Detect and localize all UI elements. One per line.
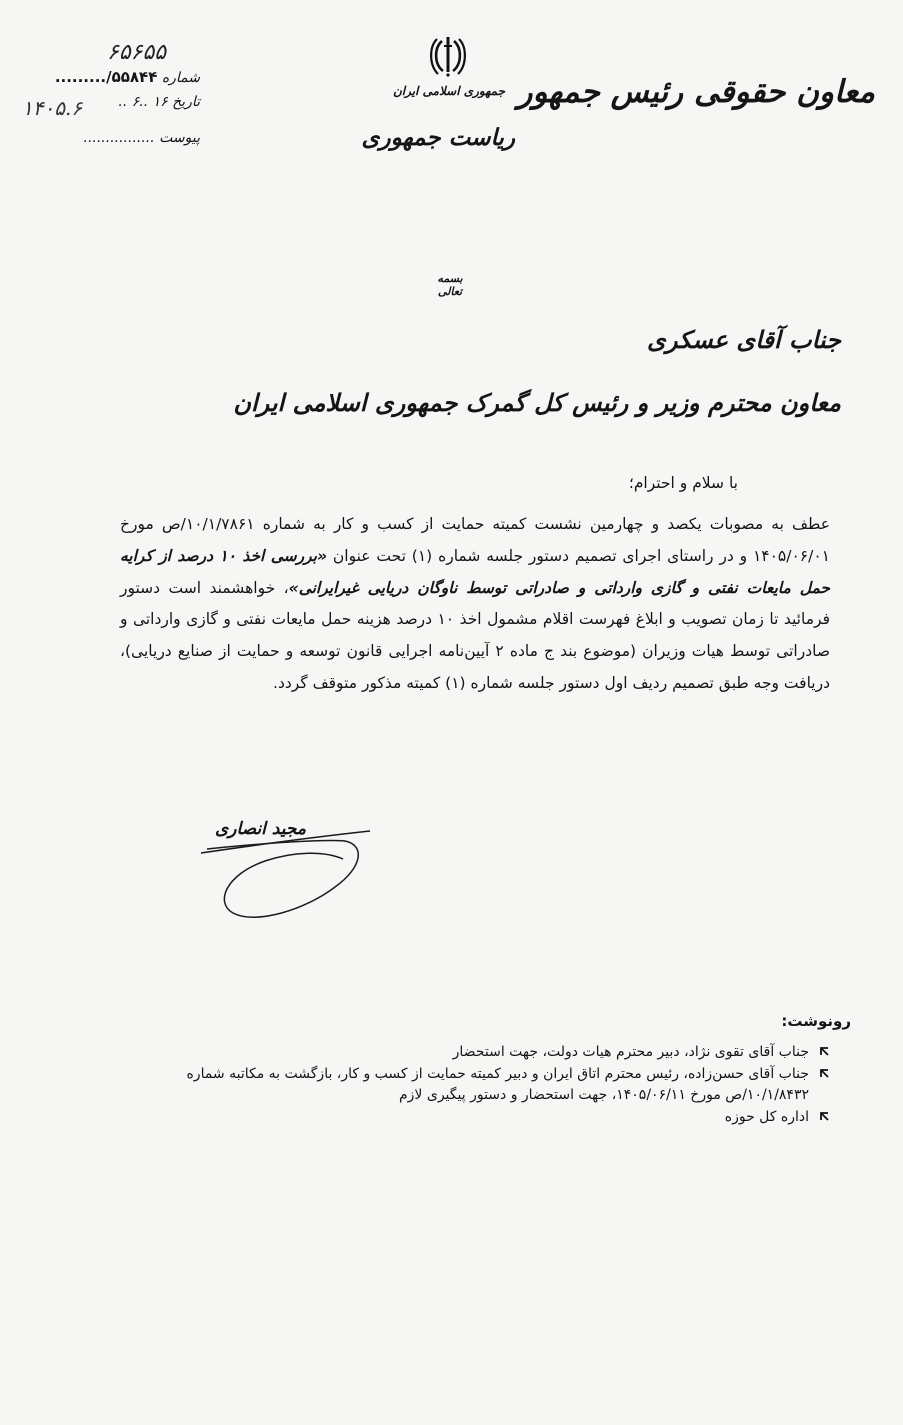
cc-item xyxy=(131,1042,831,1064)
cc-list xyxy=(131,1042,831,1128)
cc-item-text: جناب آقای حسن‌زاده، رئیس محترم اتاق ایران و دبیر کمیته حمایت از کسب و کار، بازگشت به مکاتبه شماره ۱۰/۱/۸۴۳۲/ص مورخ ۱۴۰۵/۰۶/۱۱، جهت استحضار و دستور پیگیری لازم xyxy=(186,1065,809,1103)
office-title: معاون حقوقی رئیس جمهور xyxy=(517,74,875,110)
signature-scribble-icon xyxy=(195,815,385,935)
cc-title: رونوشت: xyxy=(781,1012,851,1030)
date-label: تاریخ xyxy=(172,94,200,110)
salutation: با سلام و احترام؛ xyxy=(628,474,738,492)
cc-item-text: جناب آقای تقوی نژاد، دبیر محترم هیات دولت، جهت استحضار xyxy=(452,1044,809,1060)
attachment-label: پیوست xyxy=(159,130,200,146)
body-part-1: عطف به مصوبات یکصد و چهارمین نشست کمیته حمایت از کسب و کار به شماره ۱۰/۱/۷۸۶۱/ص مورخ ۱۴۰۵/۰۶/۰۱ و در راستای اجرای تصمیم دستور جلسه شماره (۱) تحت عنوان xyxy=(120,515,830,565)
cc-item xyxy=(131,1107,831,1129)
bismillah: بسمه تعالی xyxy=(437,272,463,298)
body-bold-title: «بررسی اخذ ۱۰ درصد از کرایه حمل مایعات نفتی و گازی وارداتی و صادراتی توسط ناوگان دریایی غیرایرانی» xyxy=(120,546,831,597)
cc-item-text: اداره کل حوزه xyxy=(724,1108,809,1125)
meta-attachment-row xyxy=(84,130,201,146)
number-label: شماره xyxy=(161,70,200,86)
attachment-value: ................ xyxy=(83,130,155,146)
letter-meta xyxy=(22,40,222,160)
emblem-subtitle: جمهوری اسلامی ایران xyxy=(392,84,505,98)
meta-number-row xyxy=(55,68,200,86)
addressee-name: جناب آقای عسکری xyxy=(647,325,841,354)
arrow-bullet-icon xyxy=(817,1067,831,1081)
arrow-bullet-icon xyxy=(817,1110,831,1124)
letter-body xyxy=(120,509,830,700)
arrow-bullet-icon xyxy=(817,1045,831,1059)
iran-emblem-icon xyxy=(428,34,468,78)
handwritten-date: ۱۴۰۵.۶ xyxy=(22,96,83,120)
signature xyxy=(195,815,385,935)
meta-date-row xyxy=(118,94,200,110)
handwritten-number: ۶۵۶۵۵ xyxy=(107,40,167,65)
body-part-2: ، خواهشمند است دستور فرمائید تا زمان تصویب و ابلاغ فهرست اقلام مشمول اخذ ۱۰ درصد هزینه حمل مایعات نفتی و گازی وارداتی و صادراتی توسط هیات وزیران (موضوع بند ج ماده ۲ آیین‌نامه اجرایی قانون توسعه و حمایت از صنایع دریایی)، دریافت وجه طبق تصمیم ردیف اول دستور جلسه شماره (۱) کمیته مذکور متوقف گردد. xyxy=(120,578,830,692)
date-value: ۱۶ ..۶ .. xyxy=(118,94,168,110)
signer-name: مجید انصاری xyxy=(215,819,306,839)
number-value: ۵۵۸۴۴/......... xyxy=(54,68,158,86)
emblem-title: ریاست جمهوری xyxy=(361,124,515,151)
addressee-title: معاون محترم وزیر و رئیس کل گمرک جمهوری اسلامی ایران xyxy=(233,388,841,417)
cc-item xyxy=(131,1064,831,1107)
